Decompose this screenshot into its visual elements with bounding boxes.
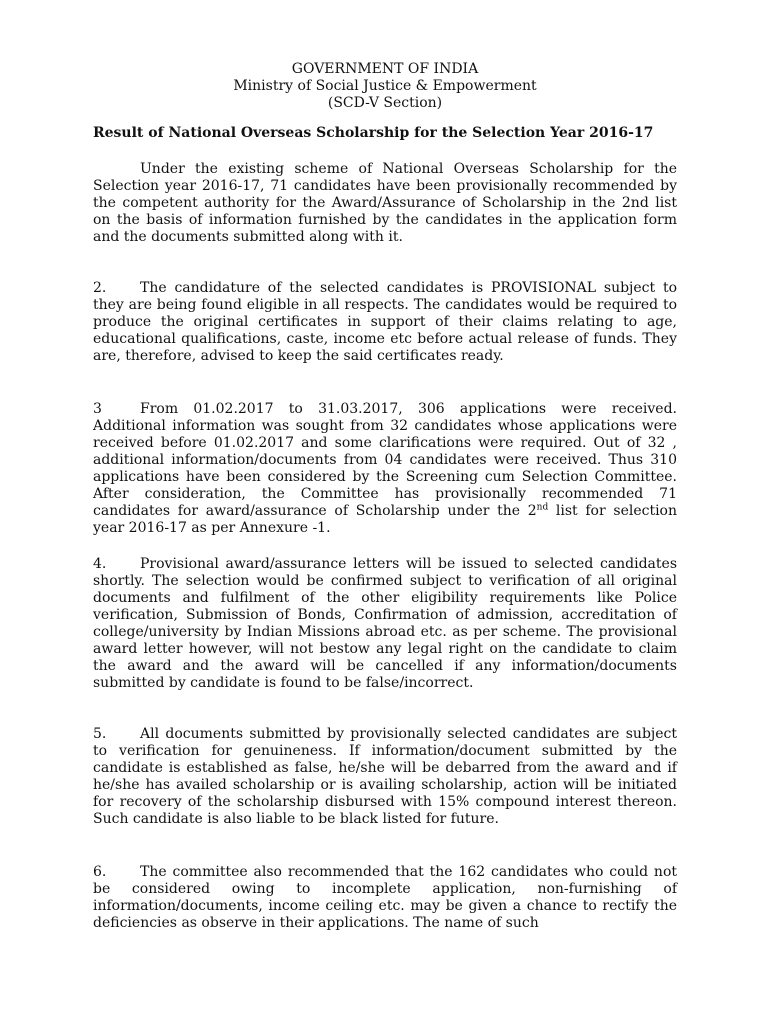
paragraph-1-text: Under the existing scheme of National Overseas Scholarship for the Selection year 2016-17, 71 candidates have been provisionally recommended by the competent authority for the Award/Assurance of Scholarship in the 2nd list on the basis of information furnished by the candidates in the application form and the documents submitted along with it. <box>93 161 677 245</box>
paragraph-3-text-end: list for selection year 2016-17 as per Annexure -1. <box>93 503 678 536</box>
paragraph-5-text: All documents submitted by provisionally selected candidates are subject to verification for genuineness. If information/document submitted by the candidate is established as false, he/she will be debarred from the award and if he/she has availed scholarship or is availing scholarship, action will be initiated for recovery of the scholarship disbursed with 15% compound interest thereon. Such candidate is also liable to be black listed for future. <box>93 726 677 827</box>
header-section: (SCD-V Section) <box>327 95 443 111</box>
paragraph-3-superscript: nd <box>536 502 549 513</box>
paragraph-6-text: The committee also recommended that the 162 candidates who could not be considered owing to incomplete application, non-furnishing of information/documents, income ceiling etc. may be given a chance to rectify the deficiencies as observe in their applications. The name of such <box>93 864 677 931</box>
paragraph-4-number: 4. <box>93 556 107 572</box>
paragraph-3-text: From 01.02.2017 to 31.03.2017, 306 applications were received. Additional information was sought from 32 candidates whose applications were received before 01.02.2017 and some clarifications were required. Out of 32 , additional information/documents from 04 candidates were received. Thus 310 applications have been considered by the Screening cum Selection Committee. After consideration, the Committee has provisionally recommended 71 candidates for award/assurance of Scholarship under the 2 <box>93 401 677 519</box>
paragraph-4 <box>93 556 677 692</box>
paragraph-6 <box>93 864 677 932</box>
document-header <box>0 61 770 112</box>
paragraph-5 <box>93 726 677 828</box>
paragraph-2 <box>93 280 677 365</box>
paragraph-1 <box>93 161 677 246</box>
paragraph-6-number: 6. <box>93 864 107 880</box>
header-ministry: Ministry of Social Justice & Empowerment <box>233 78 537 94</box>
paragraph-2-number: 2. <box>93 280 107 296</box>
paragraph-4-text: Provisional award/assurance letters will be issued to selected candidates shortly. The selection would be confirmed subject to verification of all original documents and fulfilment of the other eligibility requirements like Police verification, Submission of Bonds, Confirmation of admission, accreditation of college/university by Indian Missions abroad etc. as per scheme. The provisional award letter however, will not bestow any legal right on the candidate to claim the award and the award will be cancelled if any information/documents submitted by candidate is found to be false/incorrect. <box>93 556 677 691</box>
paragraph-3 <box>93 401 677 537</box>
paragraph-5-number: 5. <box>93 726 107 742</box>
paragraph-2-text: The candidature of the selected candidates is PROVISIONAL subject to they are being found eligible in all respects. The candidates would be required to produce the original certificates in support of their claims relating to age, educational qualifications, caste, income etc before actual release of funds. They are, therefore, advised to keep the said certificates ready. <box>93 280 677 364</box>
paragraph-3-number: 3 <box>93 401 102 417</box>
document-title: Result of National Overseas Scholarship for the Selection Year 2016-17 <box>93 125 654 141</box>
header-government: GOVERNMENT OF INDIA <box>291 61 479 77</box>
